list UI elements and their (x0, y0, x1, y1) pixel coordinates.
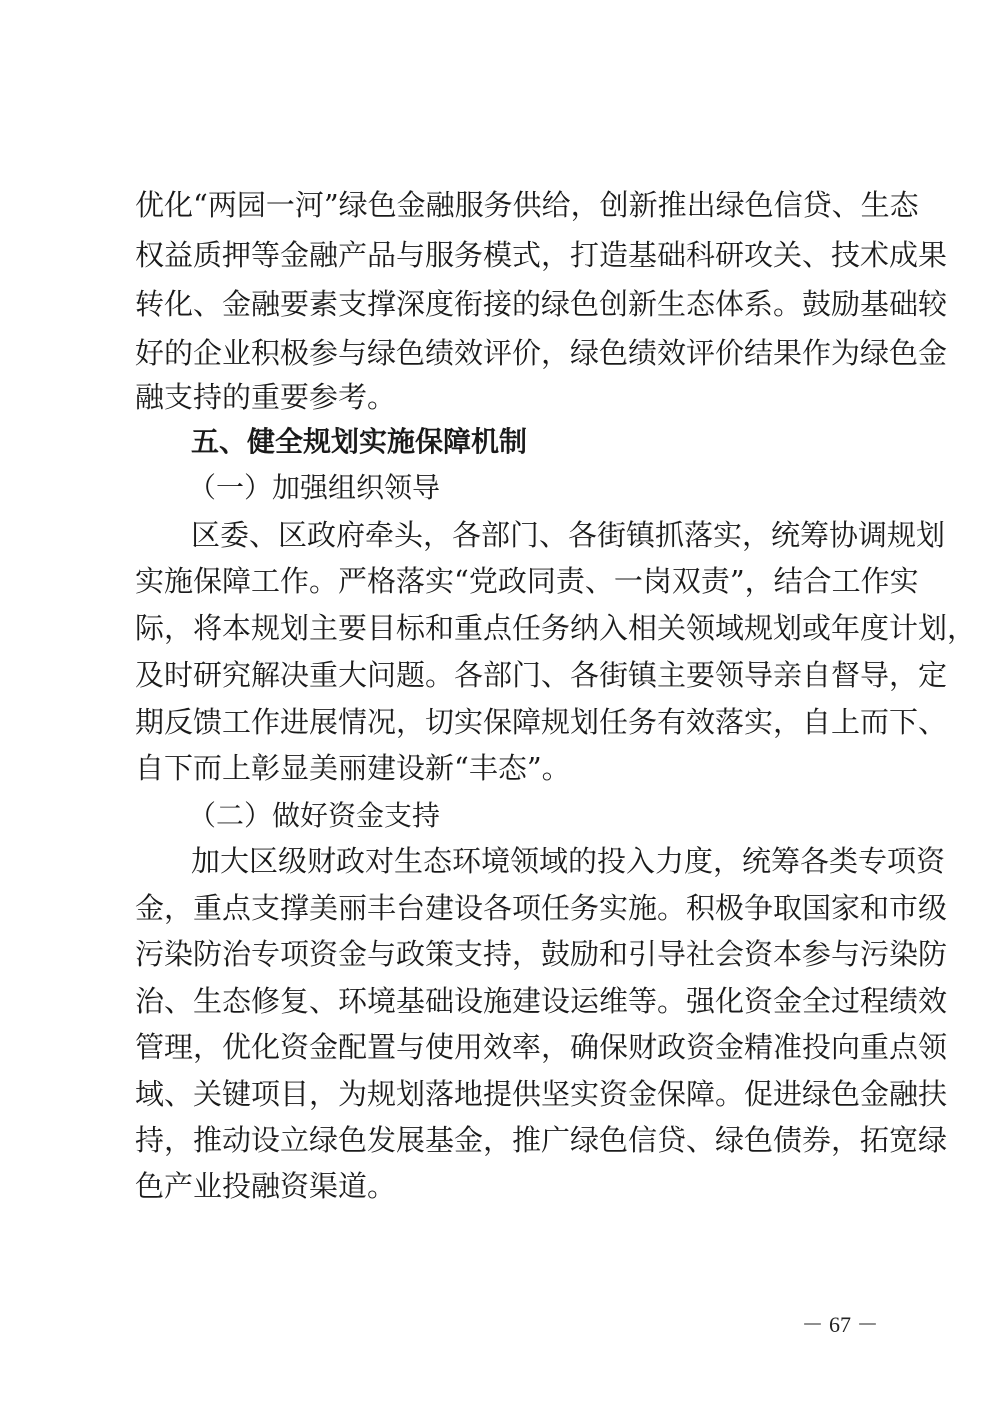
page-number: － 67 － (801, 1312, 879, 1337)
body-text-line: 际，将本规划主要目标和重点任务纳入相关领域规划或年度计划， (135, 611, 977, 645)
body-text-line: 自下而上彰显美丽建设新“丰态”。 (135, 751, 571, 785)
body-text-line: 持，推动设立绿色发展基金，推广绿色信贷、绿色债券，拓宽绿 (135, 1123, 948, 1157)
body-text-line: 污染防治专项资金与政策支持，鼓励和引导社会资本参与污染防 (135, 937, 948, 971)
body-text-line: 权益质押等金融产品与服务模式，打造基础科研攻关、技术成果 (135, 238, 948, 272)
body-text-line: 优化“两园一河”绿色金融服务供给，创新推出绿色信贷、生态 (135, 188, 919, 222)
body-text-line: 实施保障工作。严格落实“党政同责、一岗双责”，结合工作实 (135, 564, 919, 598)
body-text-line: 域、关键项目，为规划落地提供坚实资金保障。促进绿色金融扶 (135, 1077, 948, 1111)
body-text-line: 好的企业积极参与绿色绩效评价，绿色绩效评价结果作为绿色金 (135, 336, 948, 370)
body-text-line: 加大区级财政对生态环境领域的投入力度，统筹各类专项资 (191, 844, 946, 878)
subsection-heading: （一）加强组织领导 (188, 471, 441, 504)
body-text-line: 及时研究解决重大问题。各部门、各街镇主要领导亲自督导，定 (135, 658, 948, 692)
body-text-line: 融支持的重要参考。 (135, 380, 397, 414)
body-text-line: 期反馈工作进展情况，切实保障规划任务有效落实，自上而下、 (135, 705, 948, 739)
subsection-heading: （二）做好资金支持 (188, 799, 441, 832)
body-text-line: 区委、区政府牵头，各部门、各街镇抓落实，统筹协调规划 (191, 518, 946, 552)
body-text-line: 转化、金融要素支撑深度衔接的绿色创新生态体系。鼓励基础较 (135, 287, 948, 321)
body-text-line: 金，重点支撑美丽丰台建设各项任务实施。积极争取国家和市级 (135, 891, 948, 925)
body-text-line: 管理，优化资金配置与使用效率，确保财政资金精准投向重点领 (135, 1030, 948, 1064)
body-text-line: 色产业投融资渠道。 (135, 1169, 397, 1203)
section-heading: 五、健全规划实施保障机制 (191, 425, 528, 458)
body-text-line: 治、生态修复、环境基础设施建设运维等。强化资金全过程绩效 (135, 984, 948, 1018)
